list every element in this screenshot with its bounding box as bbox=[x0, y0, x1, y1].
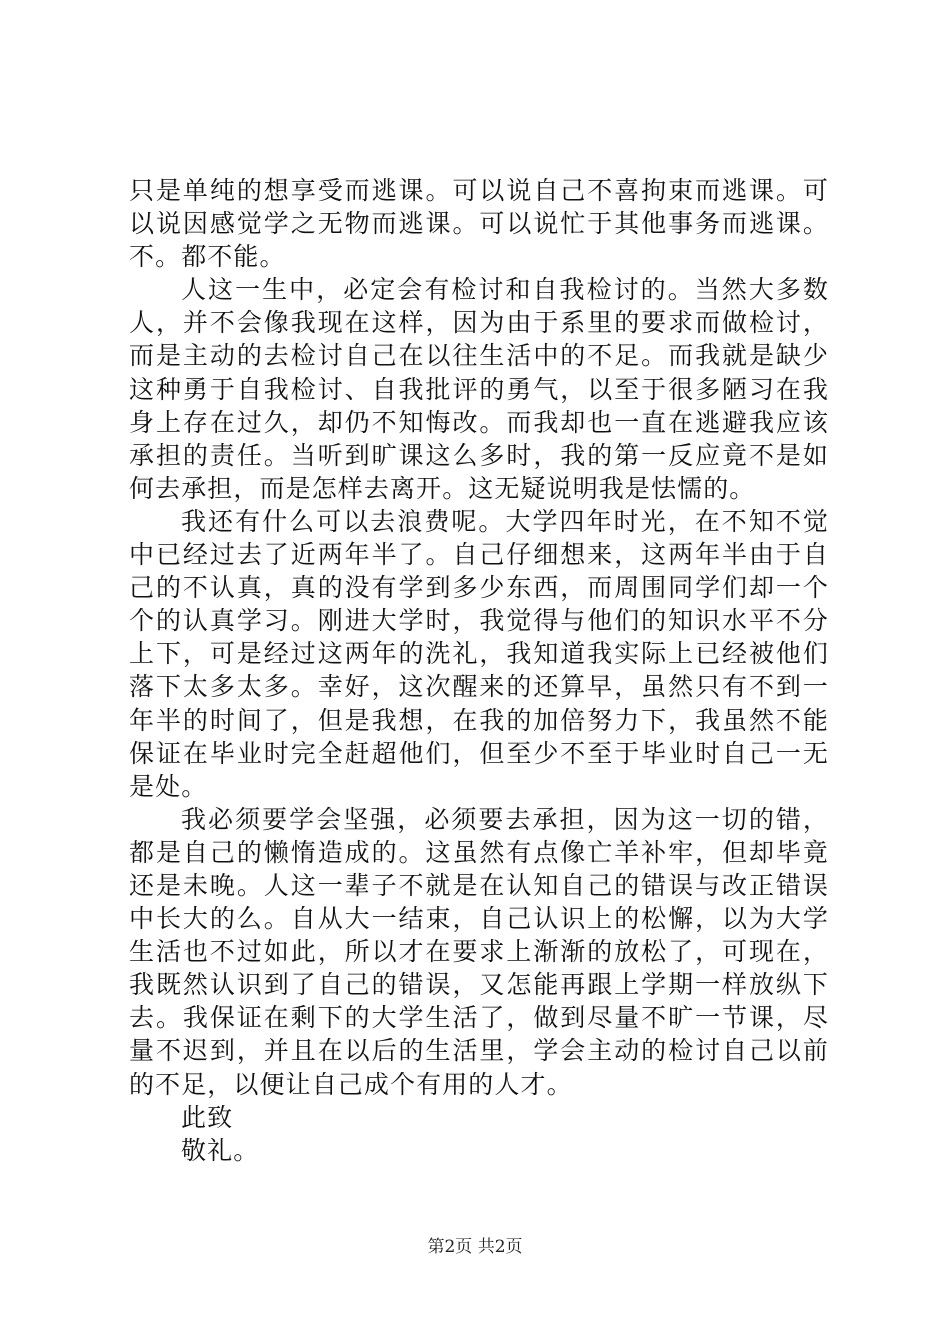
paragraph-university-time: 我还有什么可以去浪费呢。大学四年时光，在不知不觉中已经过去了近两年半了。自己仔细想来，这两年半由于自己的不认真，真的没有学到多少东西，而周围同学们却一个个的认真学习。刚进大学时，我觉得与他们的知识水平不分上下，可是经过这两年的洗礼，我知道我实际上已经被他们落下太多太多。幸好，这次醒来的还算早，虽然只有不到一年半的时间了，但是我想，在我的加倍努力下，我虽然不能保证在毕业时完全赶超他们，但至少不至于毕业时自己一无是处。 bbox=[129, 506, 829, 801]
paragraph-self-review: 人这一生中，必定会有检讨和自我检讨的。当然大多数人，并不会像我现在这样，因为由于系里的要求而做检讨，而是主动的去检讨自己在以往生活中的不足。而我就是缺少这种勇于自我检讨、自我批评的勇气，以至于很多陋习在我身上存在过久，却仍不知悔改。而我却也一直在逃避我应该承担的责任。当听到旷课这么多时，我的第一反应竟不是如何去承担，而是怎样去离开。这无疑说明我是怯懦的。 bbox=[129, 275, 829, 503]
closing-regards: 敬礼。 bbox=[181, 1135, 260, 1165]
document-body bbox=[129, 174, 829, 1167]
paragraph-continuation: 只是单纯的想享受而逃课。可以说自己不喜拘束而逃课。可以说因感觉学之无物而逃课。可以说忙于其他事务而逃课。不。都不能。 bbox=[129, 176, 829, 272]
paragraph-resolution: 我必须要学会坚强，必须要去承担，因为这一切的错，都是自己的懒惰造成的。这虽然有点像亡羊补牢，但却毕竟还是未晚。人这一辈子不就是在认知自己的错误与改正错误中长大的么。自从大一结束，自己认识上的松懈，以为大学生活也不过如此，所以才在要求上渐渐的放松了，可现在，我既然认识到了自己的错误，又怎能再跟上学期一样放纵下去。我保证在剩下的大学生活了，做到尽量不旷一节课，尽量不迟到，并且在以后的生活里，学会主动的检讨自己以前的不足，以便让自己成个有用的人才。 bbox=[129, 804, 829, 1099]
closing-salutation: 此致 bbox=[181, 1102, 234, 1132]
page-number-footer: 第2页 共2页 bbox=[427, 1237, 523, 1257]
